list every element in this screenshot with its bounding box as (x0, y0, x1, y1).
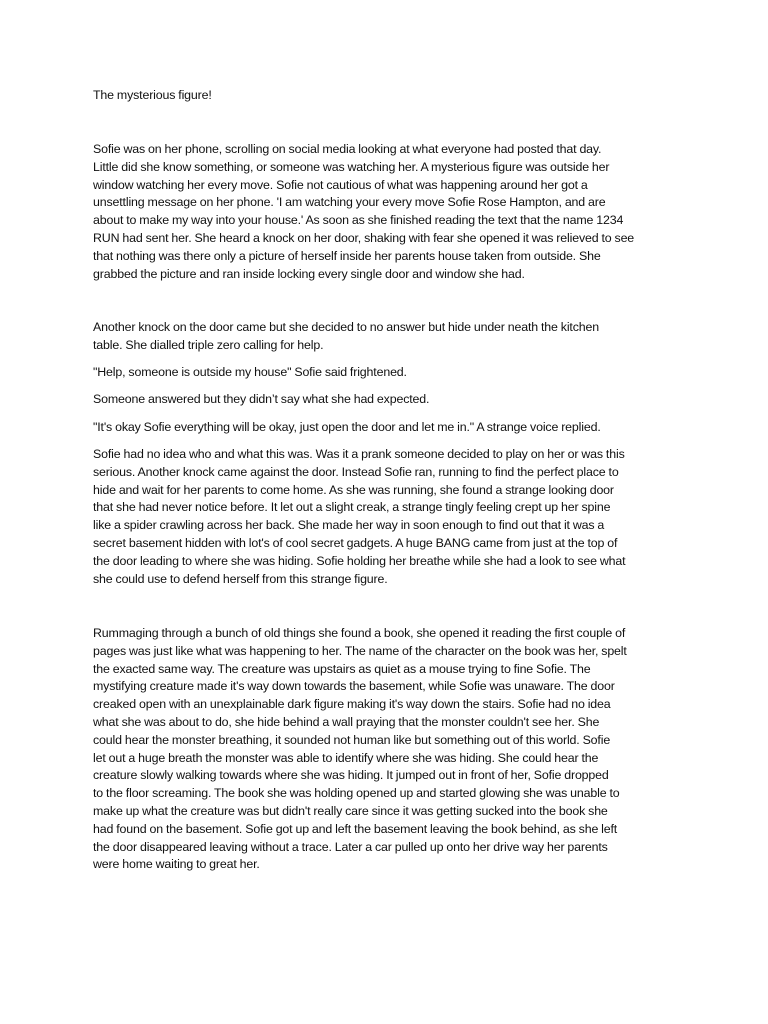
paragraph-3 (93, 364, 407, 382)
document-title: The mysterious figure! (93, 88, 212, 102)
text-line: Little did she know something, or someone was watching her. A mysterious figure was outside her (93, 159, 610, 174)
text-line: like a spider crawling across her back. She made her way in soon enough to find out that it was a (93, 518, 605, 533)
text-line: pages was just like what was happening to her. The name of the character on the book was her, spelt (93, 643, 627, 658)
text-line: hide and wait for her parents to come home. As she was running, she found a strange looking door (93, 482, 614, 497)
paragraph-5 (93, 419, 601, 437)
text-line: serious. Another knock came against the door. Instead Sofie ran, running to find the perfect place to (93, 464, 619, 479)
text-line: grabbed the picture and ran inside locking every single door and window she had. (93, 266, 525, 281)
text-line: were home waiting to great her. (93, 857, 260, 872)
text-line: mystifying creature made it's way down towards the basement, while Sofie was unaware. The door (93, 679, 615, 694)
text-line: Sofie had no idea who and what this was. Was it a prank someone decided to play on her or was this (93, 447, 625, 461)
text-line: the door disappeared leaving without a trace. Later a car pulled up onto her drive way her parents (93, 839, 608, 854)
text-line: creaked open with an unexplainable dark figure making it's way down the stairs. Sofie had no idea (93, 697, 611, 712)
text-line: Someone answered but they didn’t say what she had expected. (93, 392, 430, 406)
text-line: about to make my way into your house.' As soon as she finished reading the text that the name 1234 (93, 213, 624, 228)
paragraph-2 (93, 319, 599, 355)
text-line: she could use to defend herself from this strange figure. (93, 571, 388, 586)
text-line: window watching her every move. Sofie not cautious of what was happening around her got a (93, 177, 588, 192)
text-line: to the floor screaming. The book she was holding opened up and started glowing she was unable to (93, 786, 620, 801)
text-line: Sofie was on her phone, scrolling on social media looking at what everyone had posted that day. (93, 142, 602, 156)
text-line: Rummaging through a bunch of old things she found a book, she opened it reading the first couple of (93, 626, 626, 640)
paragraph-7 (93, 625, 627, 874)
text-line: "It's okay Sofie everything will be okay, just open the door and let me in." A strange voice replied. (93, 420, 601, 434)
text-line: unsettling message on her phone. 'I am watching your every move Sofie Rose Hampton, and are (93, 195, 606, 210)
text-line: the door leading to where she was hiding. Sofie holding her breathe while she had a look to see what (93, 553, 626, 568)
text-line: could hear the monster breathing, it sounded not human like but something out of this world. Sofie (93, 732, 611, 747)
text-line: that nothing was there only a picture of herself inside her parents house taken from outside. She (93, 248, 601, 263)
text-line: that she had never notice before. It let out a slight creak, a strange tingly feeling crept up her spine (93, 500, 611, 515)
text-line: Another knock on the door came but she decided to no answer but hide under neath the kitchen (93, 320, 599, 334)
paragraph-4 (93, 391, 429, 409)
text-line: let out a huge breath the monster was able to identify where she was hiding. She could hear the (93, 750, 599, 765)
text-line: make up what the creature was but didn't really care since it was getting sucked into the book she (93, 803, 608, 818)
text-line: creature slowly walking towards where she was hiding. It jumped out in front of her, Sofie dropped (93, 768, 609, 783)
paragraph-6 (93, 446, 625, 588)
text-line: secret basement hidden with lot's of cool secret gadgets. A huge BANG came from just at the top of (93, 535, 618, 550)
text-line: table. She dialled triple zero calling for help. (93, 337, 324, 352)
text-line: what she was about to do, she hide behind a wall praying that the monster couldn't see her. She (93, 714, 600, 729)
text-line: the exacted same way. The creature was upstairs as quiet as a mouse trying to fine Sofie. The (93, 661, 591, 676)
text-line: RUN had sent her. She heard a knock on her door, shaking with fear she opened it was relieved to see (93, 230, 635, 245)
paragraph-1 (93, 141, 634, 283)
text-line: "Help, someone is outside my house" Sofie said frightened. (93, 365, 407, 379)
text-line: had found on the basement. Sofie got up and left the basement leaving the book behind, as she left (93, 821, 618, 836)
